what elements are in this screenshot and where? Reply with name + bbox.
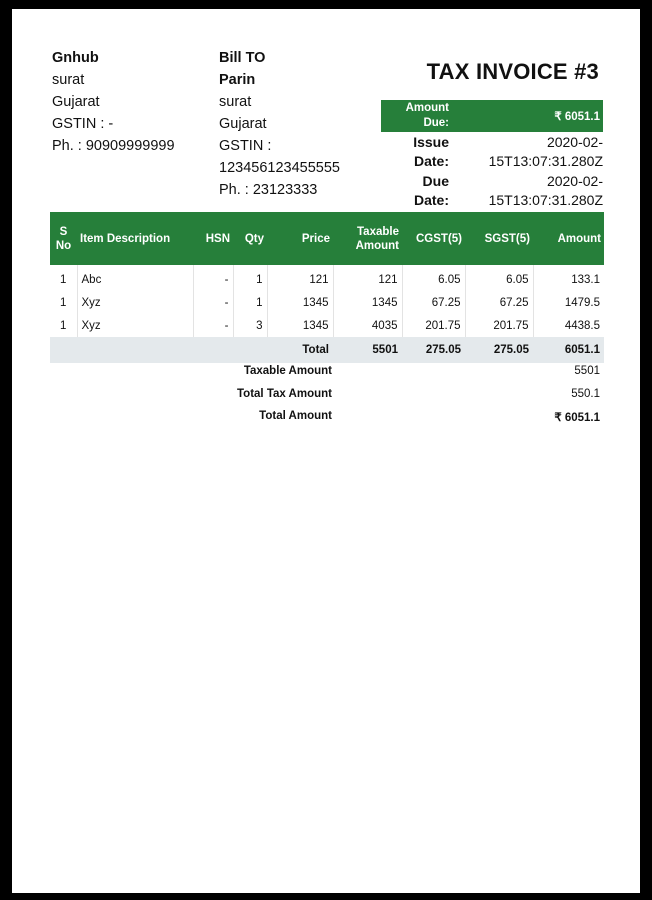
seller-name: Gnhub (52, 50, 99, 66)
due-date-label (397, 172, 449, 210)
total-taxable: 5501 (333, 337, 402, 363)
cell-qty: 1 (233, 265, 267, 291)
cell-sgst: 6.05 (465, 265, 533, 291)
summary-block (50, 365, 604, 433)
table-row (50, 314, 604, 337)
col-price: Price (267, 212, 333, 265)
summary-taxable-label: Taxable Amount (243, 365, 332, 377)
cell-taxable: 1345 (333, 291, 402, 314)
invoice-page (12, 9, 640, 893)
due-date-line1: 2020-02- (546, 173, 603, 189)
cell-cgst: 6.05 (402, 265, 465, 291)
summary-total-label: Total Amount (259, 410, 332, 422)
amount-due-value: ₹ 6051.1 (554, 111, 600, 123)
due-date-value (463, 172, 603, 210)
table-row (50, 291, 604, 314)
bill-to-gstin-label: GSTIN : (219, 138, 272, 154)
bill-to-name: Parin (219, 72, 256, 88)
cell-hsn: - (193, 291, 233, 314)
cell-sno: 1 (50, 265, 77, 291)
summary-tax-label: Total Tax Amount (237, 387, 332, 400)
cell-amount: 4438.5 (564, 319, 600, 332)
col-qty: Qty (233, 212, 267, 265)
cell-desc: Xyz (77, 291, 193, 314)
cell-hsn: - (193, 314, 233, 337)
cell-desc: Xyz (77, 314, 193, 337)
bill-to-state: Gujarat (219, 116, 267, 132)
issue-label-line2: Date: (413, 153, 449, 169)
seller-city: surat (52, 72, 85, 88)
total-sgst: 275.05 (465, 337, 533, 363)
cell-desc: Abc (77, 265, 193, 291)
items-table (50, 212, 604, 363)
summary-taxable-value: 5501 (574, 365, 600, 377)
summary-total-value: ₹ 6051.1 (554, 412, 600, 424)
cell-qty: 1 (233, 291, 267, 314)
total-cgst: 275.05 (402, 337, 465, 363)
col-sgst: SGST(5) (465, 212, 533, 265)
amount-due-bar (381, 100, 603, 132)
table-total-row (50, 337, 604, 363)
cell-sgst: 201.75 (465, 314, 533, 337)
total-blank (233, 337, 267, 363)
due-label-line2: Date: (413, 192, 449, 208)
summary-tax-row (50, 388, 604, 411)
cell-amount: 133.1 (571, 273, 600, 286)
bill-to-block (219, 47, 340, 201)
amount-due-label-line1: Amount (405, 102, 449, 114)
table-header-row (50, 212, 604, 265)
seller-block (52, 47, 175, 157)
total-blank (50, 337, 77, 363)
seller-gstin: GSTIN : - (52, 116, 114, 132)
table-row (50, 265, 604, 291)
col-cgst: CGST(5) (402, 212, 465, 265)
col-sno-line1: S (59, 225, 68, 238)
due-label-line1: Due (422, 173, 449, 189)
cell-price: 1345 (267, 314, 333, 337)
issue-date-line1: 2020-02- (546, 134, 603, 150)
issue-date-label (397, 133, 449, 171)
bill-to-phone: Ph. : 23123333 (219, 182, 318, 198)
amount-due-label-line2: Due: (423, 117, 449, 129)
col-desc: Item Description (77, 212, 193, 265)
cell-cgst: 67.25 (402, 291, 465, 314)
col-taxable-line2: Amount (355, 239, 399, 252)
issue-date-line2: 15T13:07:31.280Z (488, 153, 603, 169)
cell-amount: 1479.5 (564, 296, 600, 309)
col-taxable (333, 212, 402, 265)
summary-taxable-row (50, 365, 604, 388)
cell-taxable: 4035 (333, 314, 402, 337)
cell-qty: 3 (233, 314, 267, 337)
col-hsn: HSN (193, 212, 233, 265)
bill-to-gstin: 123456123455555 (219, 160, 340, 176)
seller-state: Gujarat (52, 94, 100, 110)
amount-due-label (391, 101, 449, 131)
bill-to-heading: Bill TO (219, 50, 266, 66)
bill-to-city: surat (219, 94, 252, 110)
due-date-line2: 15T13:07:31.280Z (488, 192, 603, 208)
cell-cgst: 201.75 (402, 314, 465, 337)
summary-tax-value: 550.1 (571, 387, 600, 400)
total-amount: 6051.1 (533, 337, 604, 363)
cell-price: 121 (267, 265, 333, 291)
cell-sno: 1 (50, 314, 77, 337)
total-label: Total (267, 337, 333, 363)
cell-sgst: 67.25 (465, 291, 533, 314)
cell-price: 1345 (267, 291, 333, 314)
cell-taxable: 121 (333, 265, 402, 291)
col-amount: Amount (533, 212, 604, 265)
total-blank (193, 337, 233, 363)
issue-date-value (463, 133, 603, 171)
invoice-title: TAX INVOICE #3 (426, 59, 599, 84)
total-blank (77, 337, 193, 363)
cell-hsn: - (193, 265, 233, 291)
issue-label-line1: Issue (413, 134, 449, 150)
col-sno (50, 212, 77, 265)
cell-sno: 1 (50, 291, 77, 314)
summary-total-row (50, 410, 604, 433)
seller-phone: Ph. : 90909999999 (52, 138, 175, 154)
col-sno-line2: No (55, 239, 72, 252)
col-taxable-line1: Taxable (357, 225, 399, 238)
